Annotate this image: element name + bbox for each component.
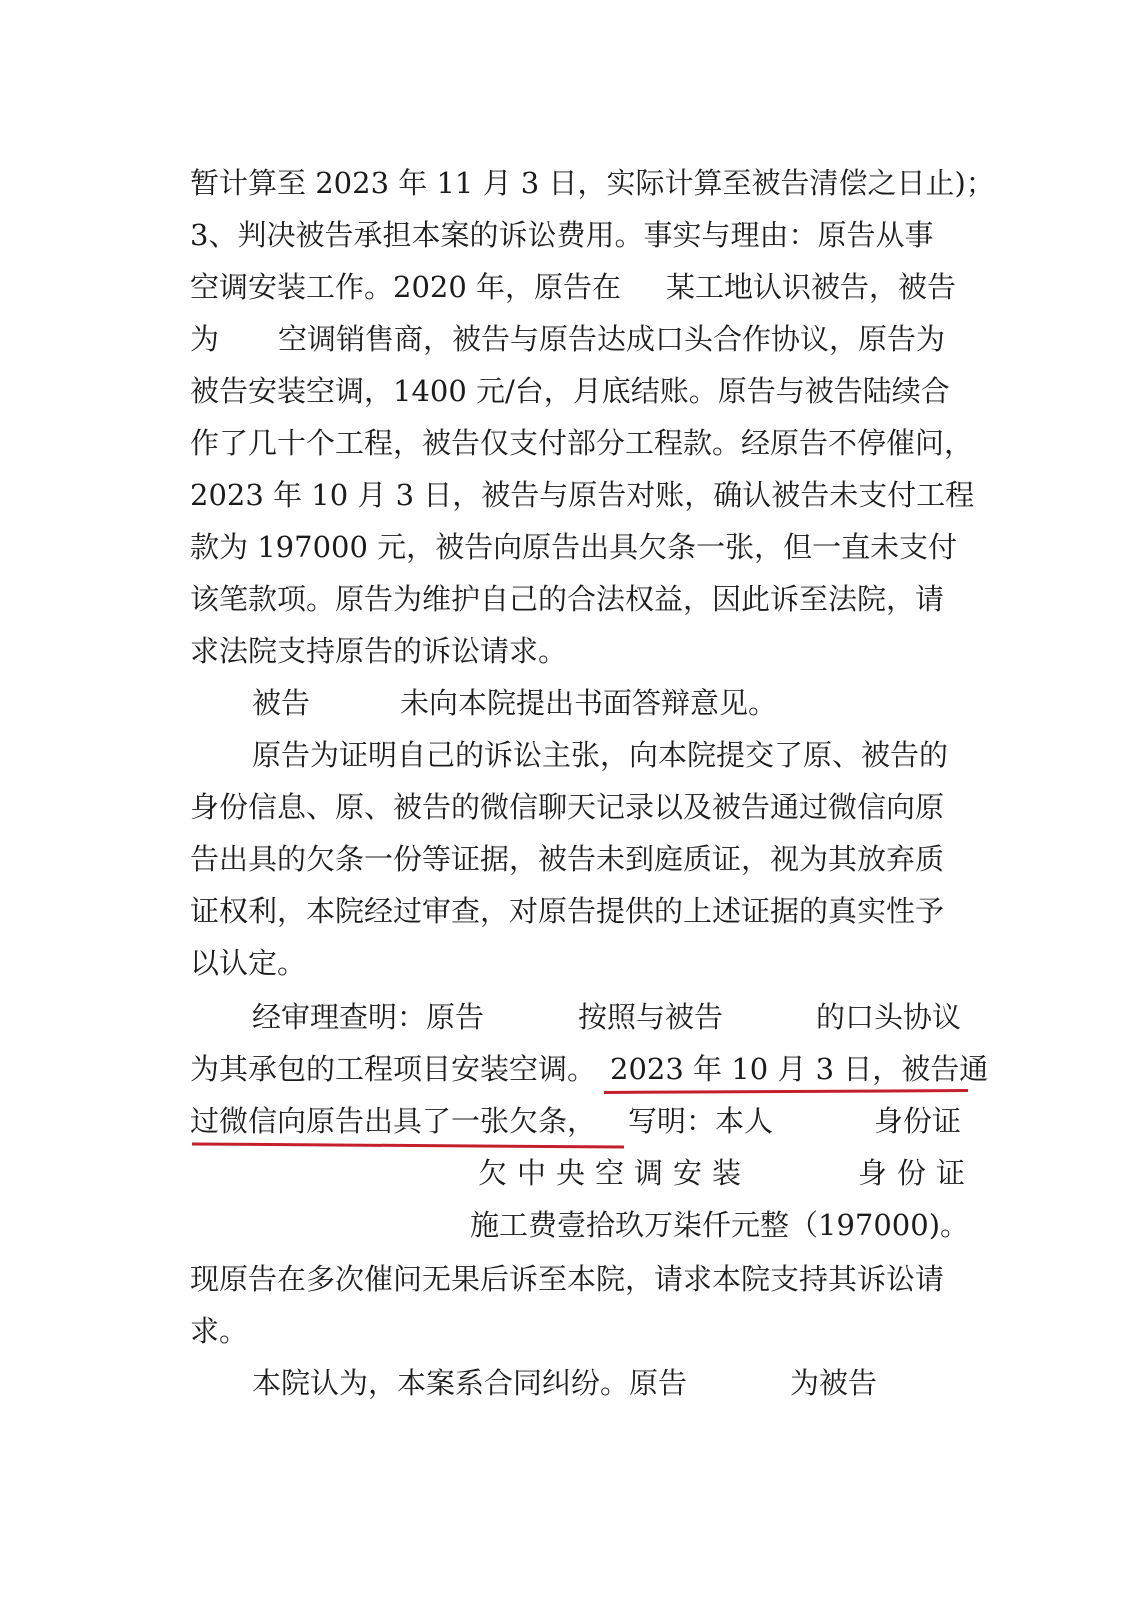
- text-segment: 暂计算至 2023 年 11 月 3 日，实际计算至被告清偿之日止)；: [190, 166, 995, 200]
- text-segment: 求法院支持原告的诉讼请求。: [190, 634, 568, 668]
- highlighted-text: 2023 年 10 月 3 日，被告通: [610, 1052, 989, 1086]
- text-segment: 空调安装工作。2020 年，原告在: [190, 270, 622, 304]
- text-segment: 本院认为，本案系合同纠纷。原告: [252, 1366, 688, 1400]
- text-segment: 现原告在多次催问无果后诉至本院，请求本院支持其诉讼请: [190, 1262, 945, 1296]
- text-segment: 施工费壹拾玖万柒仟元整（197000)。: [470, 1208, 970, 1242]
- text-segment: 3、判决被告承担本案的诉讼费用。事实与理由：原告从事: [190, 218, 934, 252]
- text-segment: 告出具的欠条一份等证据，被告未到庭质证，视为其放弃质: [190, 842, 945, 876]
- text-segment: 身份证: [874, 1104, 962, 1138]
- text-segment: 空调销售商，被告与原告达成口头合作协议，原告为: [278, 322, 946, 356]
- text-segment: 被告安装空调，1400 元/台，月底结账。原告与被告陆续合: [190, 374, 950, 408]
- text-segment: 原告为证明自己的诉讼主张，向本院提交了原、被告的: [252, 738, 949, 772]
- red-underline: [604, 1089, 968, 1094]
- text-segment: 为其承包的工程项目安装空调。: [190, 1052, 597, 1086]
- text-segment: 未向本院提出书面答辩意见。: [400, 686, 778, 720]
- text-segment: 求。: [190, 1314, 249, 1348]
- text-segment: 按照与被告: [578, 1000, 724, 1034]
- text-segment: 款为 197000 元，被告向原告出具欠条一张，但一直未支付: [190, 530, 958, 564]
- text-segment: 作了几十个工程，被告仅支付部分工程款。经原告不停催问，: [190, 426, 974, 460]
- text-segment: 被告: [252, 686, 311, 720]
- text-segment: 的口头协议: [816, 1000, 962, 1034]
- text-segment: 为: [190, 322, 220, 356]
- text-segment: 欠中央空调安装: [478, 1156, 752, 1190]
- text-segment: 经审理查明：原告: [252, 1000, 485, 1034]
- text-segment: 以认定。: [190, 946, 307, 980]
- text-segment: 证权利，本院经过审查，对原告提供的上述证据的真实性予: [190, 894, 945, 928]
- text-segment: 身份证: [858, 1156, 976, 1190]
- text-segment: 该笔款项。原告为维护自己的合法权益，因此诉至法院，请: [190, 582, 945, 616]
- text-segment: 2023 年 10 月 3 日，被告与原告对账，确认被告未支付工程: [190, 478, 975, 512]
- text-segment: 身份信息、原、被告的微信聊天记录以及被告通过微信向原: [190, 790, 945, 824]
- text-segment: 写明：本人: [628, 1104, 774, 1138]
- highlighted-text: 过微信向原告出具了一张欠条，: [190, 1104, 597, 1138]
- text-segment: 为被告: [790, 1366, 878, 1400]
- text-segment: 某工地认识被告，被告: [666, 270, 957, 304]
